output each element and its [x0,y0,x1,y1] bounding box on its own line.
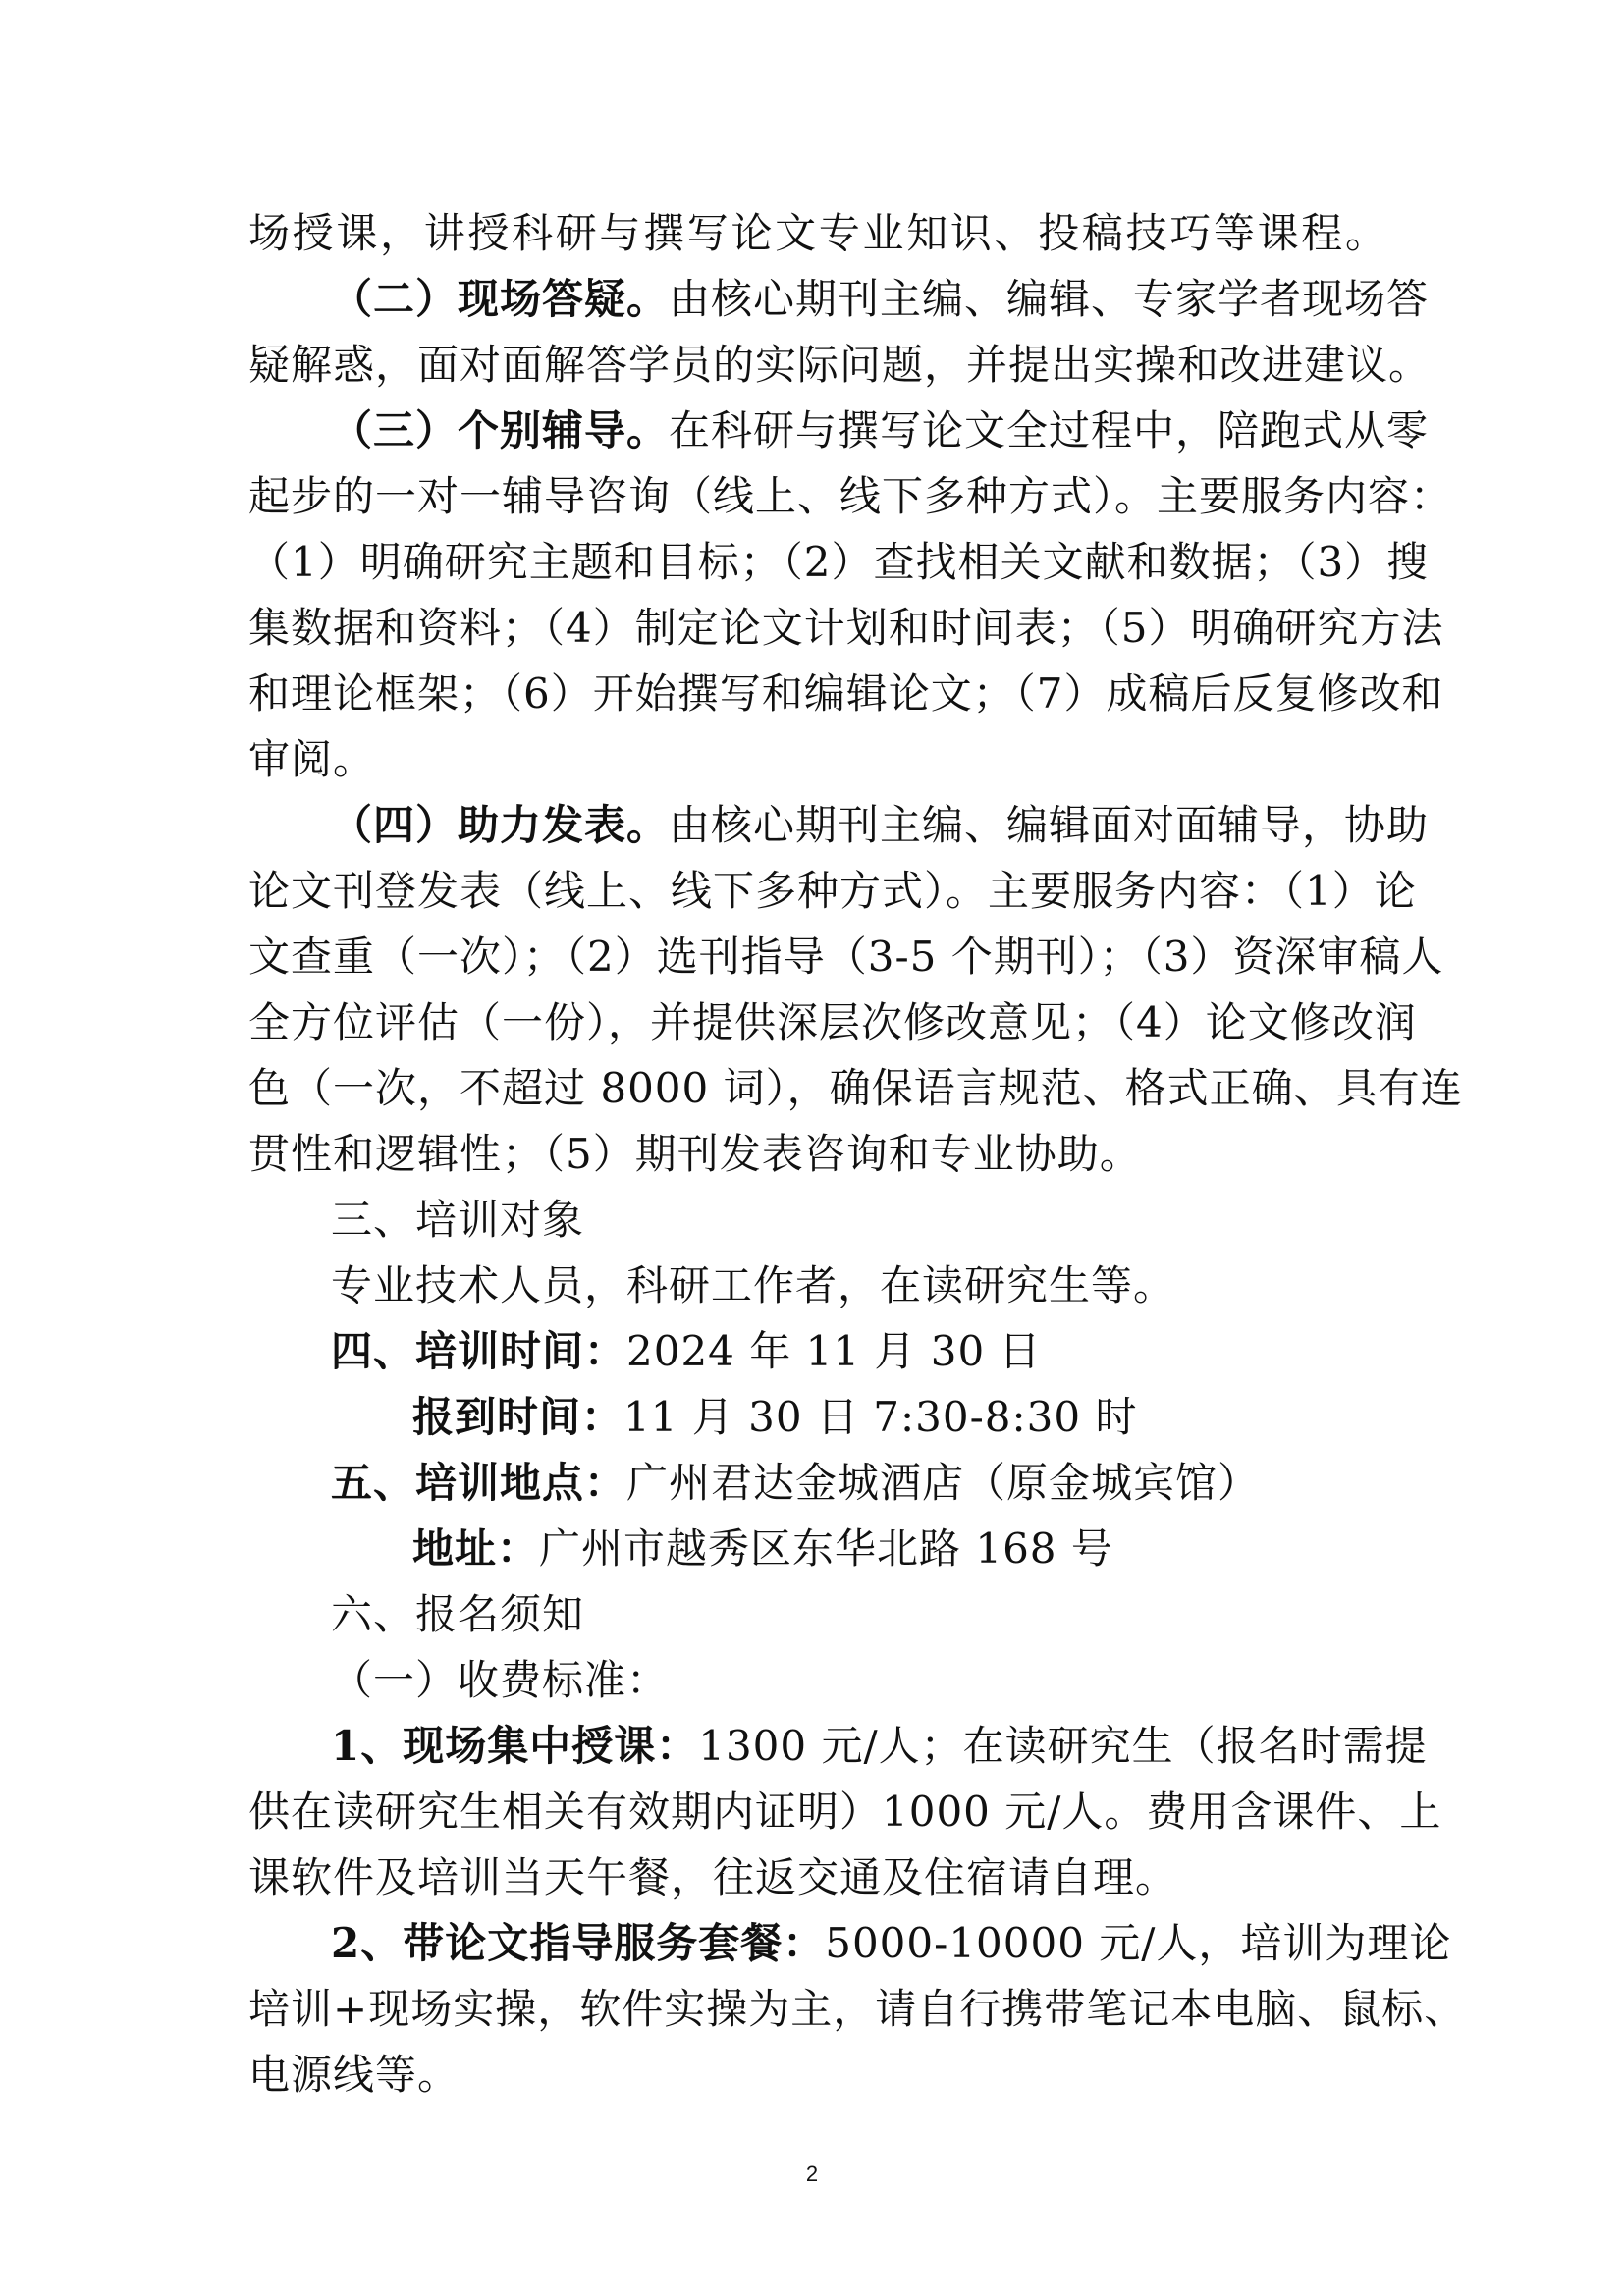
paragraph-line: 场授课，讲授科研与撰写论文专业知识、投稿技巧等课程。 [248,209,1387,257]
section-heading: 三、培训对象 [331,1196,585,1244]
paragraph-line: （1）明确研究主题和目标；（2）查找相关文献和数据；（3）搜 [248,538,1430,586]
paragraph-line: 色（一次，不超过 8000 词），确保语言规范、格式正确、具有连 [248,1064,1463,1112]
paragraph-line: 论文刊登发表（线上、线下多种方式）。主要服务内容：（1）论 [248,867,1417,915]
training-time-line: 四、培训时间：2024 年 11 月 30 日 [331,1327,1042,1375]
paragraph-line: 起步的一对一辅导咨询（线上、线下多种方式）。主要服务内容： [248,472,1453,520]
paragraph-line: （三）个别辅导。在科研与撰写论文全过程中，陪跑式从零 [331,406,1430,454]
address-line: 地址：广州市越秀区东华北路 168 号 [412,1524,1113,1573]
paragraph-line: 电源线等。 [248,2051,460,2099]
paragraph-line: （四）助力发表。由核心期刊主编、编辑面对面辅导，协助 [331,801,1430,849]
paragraph-line: 供在读研究生相关有效期内证明）1000 元/人。费用含课件、上 [248,1788,1442,1836]
paragraph-line: 集数据和资料；（4）制定论文计划和时间表；（5）明确研究方法 [248,604,1444,652]
paragraph-line: （二）现场答疑。由核心期刊主编、编辑、专家学者现场答 [331,275,1430,323]
check-in-time-line: 报到时间：11 月 30 日 7:30-8:30 时 [412,1393,1138,1441]
paragraph-line: 2、带论文指导服务套餐：5000-10000 元/人，培训为理论 [331,1919,1452,1967]
paragraph-line: 课软件及培训当天午餐，往返交通及住宿请自理。 [248,1853,1178,1901]
paragraph-line: 和理论框架；（6）开始撰写和编辑论文；（7）成稿后反复修改和 [248,669,1444,718]
paragraph-line: 培训+现场实操，软件实操为主，请自行携带笔记本电脑、鼠标、 [248,1985,1467,2033]
subsection-heading: （一）收费标准： [331,1656,670,1704]
paragraph-line: 疑解惑，面对面解答学员的实际问题，并提出实操和改进建议。 [248,341,1432,389]
paragraph-line: 贯性和逻辑性；（5）期刊发表咨询和专业协助。 [248,1130,1142,1178]
section-heading: 六、报名须知 [331,1590,585,1638]
paragraph-line: 1、现场集中授课：1300 元/人；在读研究生（报名时需提 [331,1722,1428,1770]
page-number: 2 [805,2162,819,2186]
paragraph-line: 文查重（一次）；（2）选刊指导（3-5 个期刊）；（3）资深审稿人 [248,933,1444,981]
paragraph-line: 全方位评估（一份），并提供深层次修改意见；（4）论文修改润 [248,998,1417,1046]
paragraph-line: 审阅。 [248,735,376,783]
paragraph-line: 专业技术人员，科研工作者，在读研究生等。 [331,1261,1176,1309]
training-venue-line: 五、培训地点：广州君达金城酒店（原金城宾馆） [331,1459,1261,1507]
